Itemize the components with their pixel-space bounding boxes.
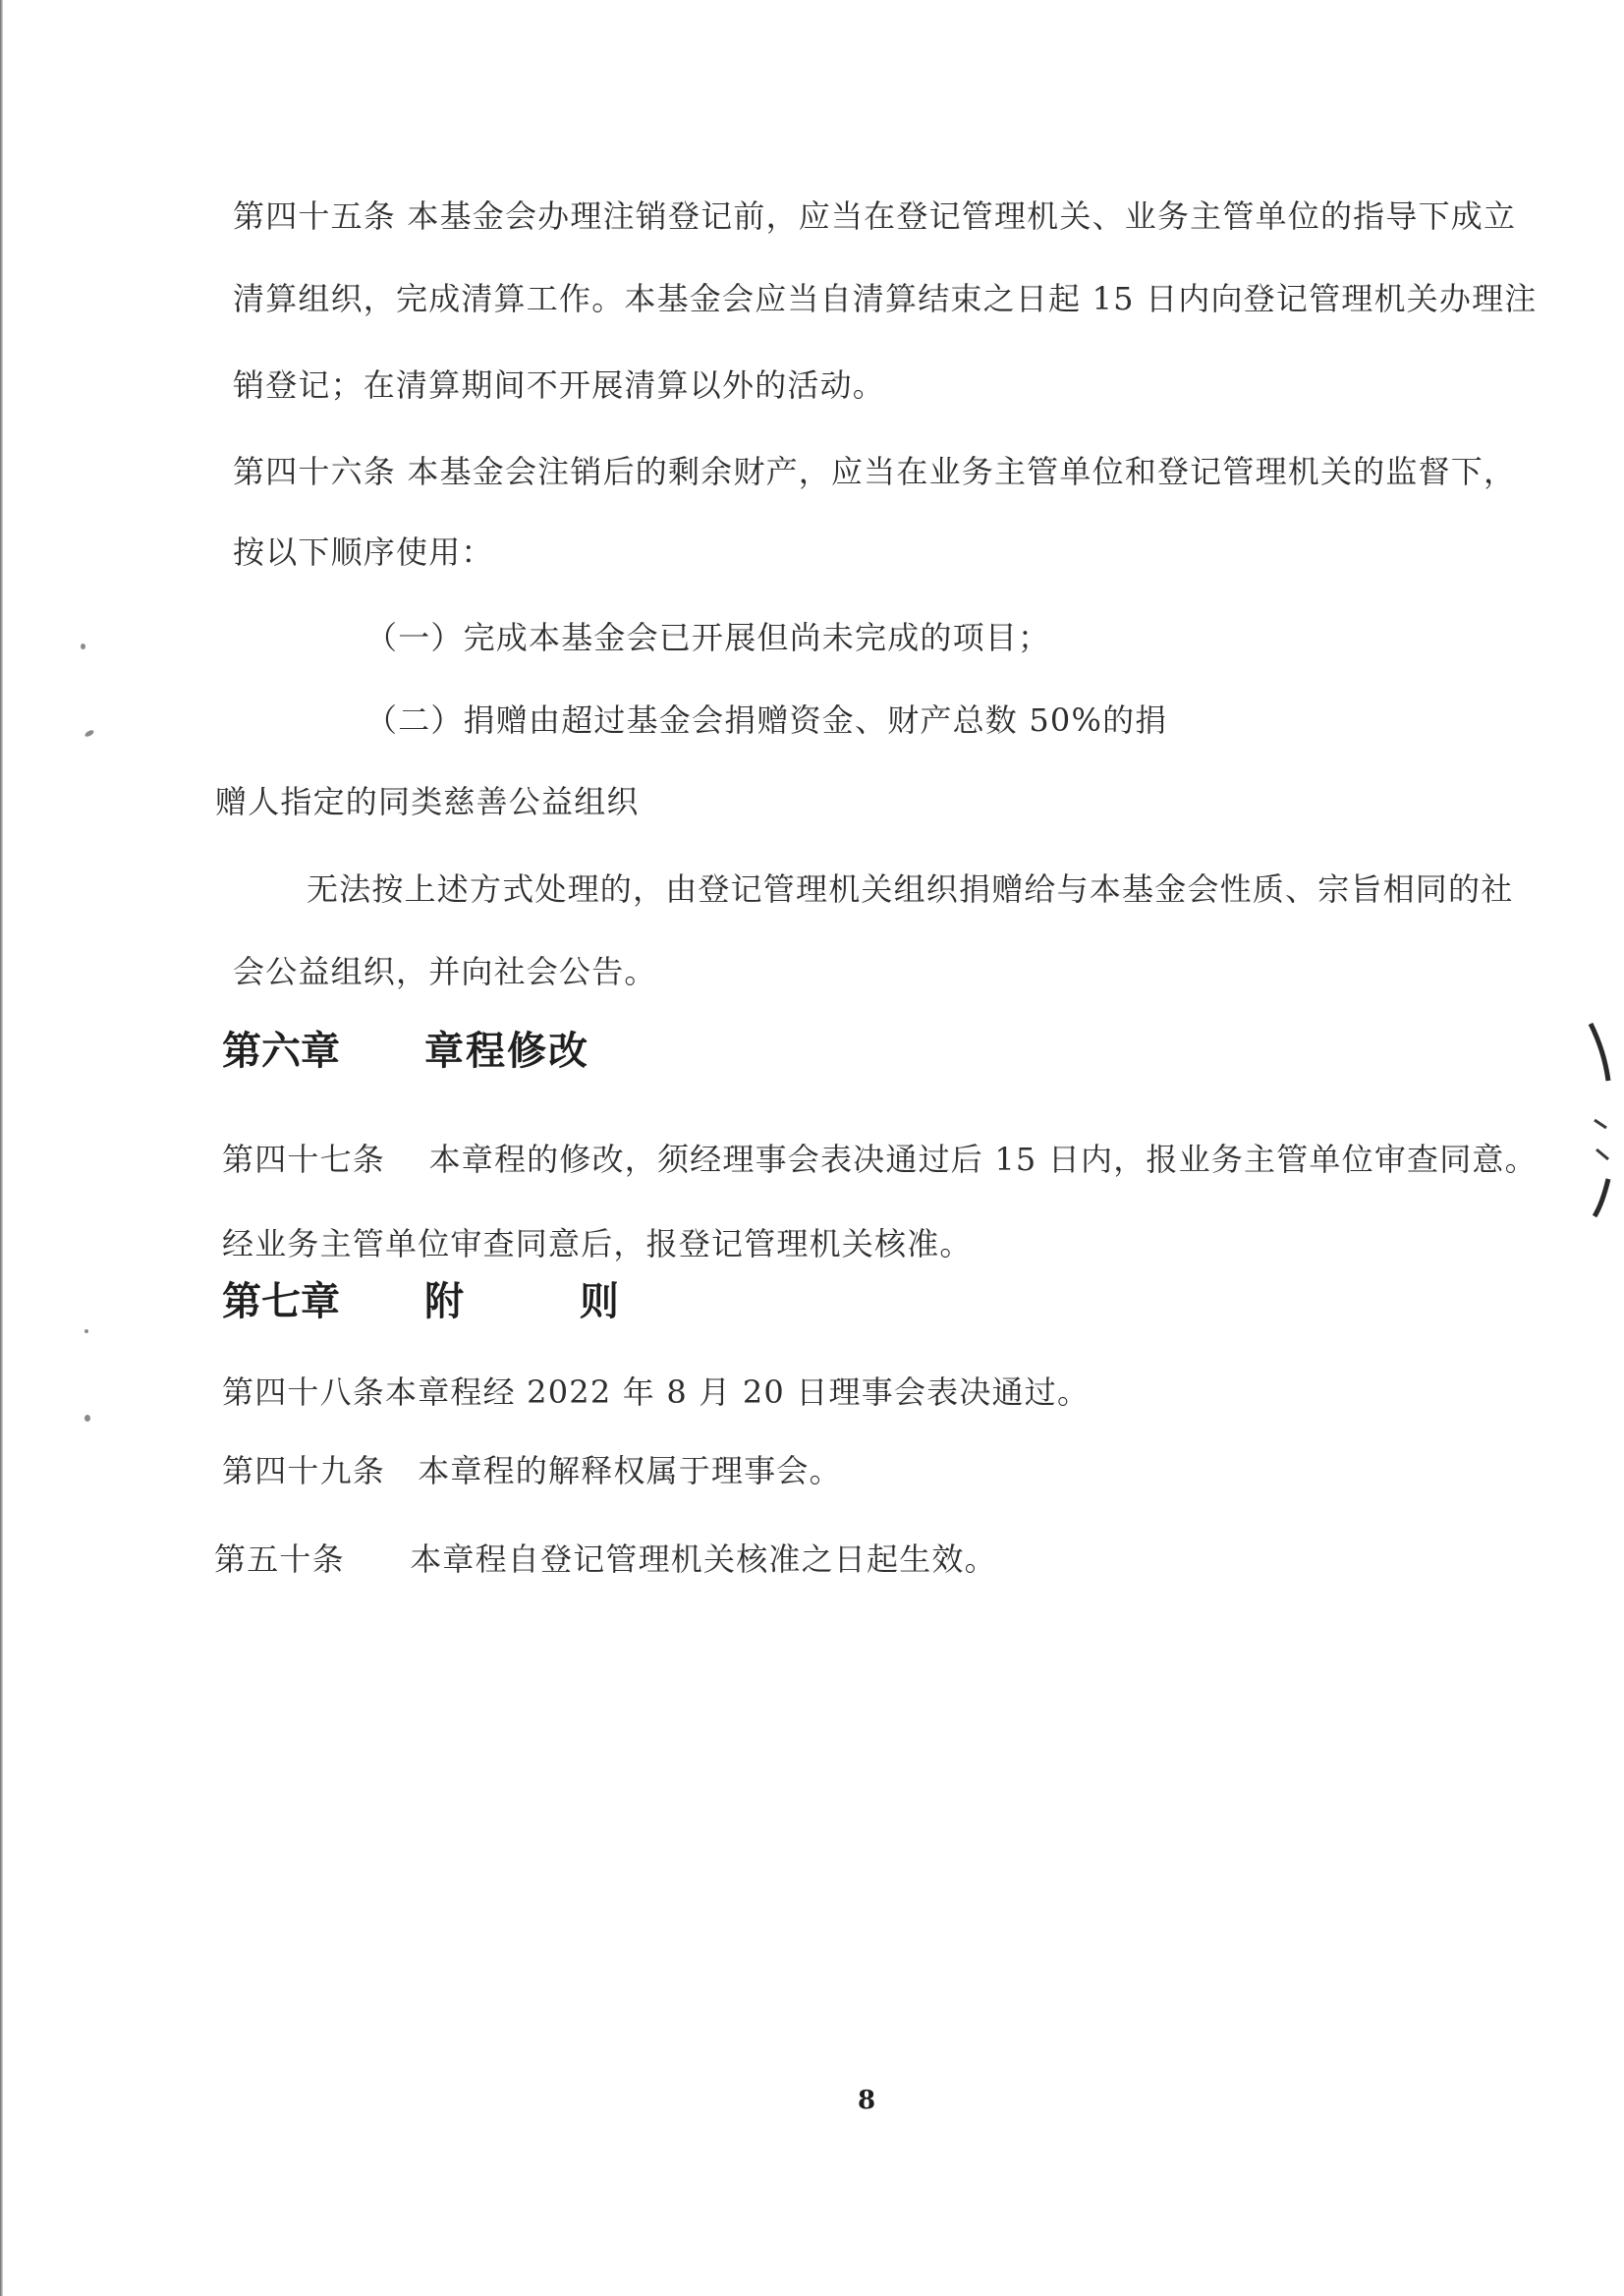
article-46-line-1: 第四十六条 本基金会注销后的剩余财产，应当在业务主管单位和登记管理机关的监督下，	[233, 453, 1517, 490]
article-48: 第四十八条本章程经 2022 年 8 月 20 日理事会表决通过。	[222, 1373, 1091, 1411]
article-46-line-2: 按以下顺序使用：	[233, 533, 494, 571]
article-47-line-2: 经业务主管单位审查同意后，报登记管理机关核准。	[222, 1225, 973, 1262]
article-45-line-2: 清算组织，完成清算工作。本基金会应当自清算结束之日起 15 日内向登记管理机关办理注	[233, 280, 1538, 317]
list-item-2-line-1: （二）捐赠由超过基金会捐赠资金、财产总数 50%的捐	[365, 701, 1168, 739]
list-item-2-line-2: 赠人指定的同类慈善公益组织	[215, 783, 640, 820]
article-49: 第四十九条 本章程的解释权属于理事会。	[222, 1452, 842, 1489]
list-item-1: （一）完成本基金会已开展但尚未完成的项目；	[365, 619, 1051, 656]
article-47-line-1: 第四十七条 本章程的修改，须经理事会表决通过后 15 日内，报业务主管单位审查同意。	[222, 1141, 1538, 1178]
scan-speck	[84, 1415, 90, 1422]
fallback-line-1: 无法按上述方式处理的，由登记管理机关组织捐赠给与本基金会性质、宗旨相同的社	[307, 870, 1514, 908]
chapter-6-title: 章程修改	[424, 1029, 589, 1074]
article-45-line-1: 第四十五条 本基金会办理注销登记前，应当在登记管理机关、业务主管单位的指导下成立	[233, 197, 1517, 235]
scan-speck	[81, 644, 85, 649]
chapter-7-number: 第七章	[222, 1279, 340, 1324]
article-50: 第五十条 本章程自登记管理机关核准之日起生效。	[214, 1540, 997, 1578]
scan-speck	[84, 729, 94, 738]
scan-edge	[0, 0, 3, 2296]
article-45-line-3: 销登记；在清算期间不开展清算以外的活动。	[233, 366, 886, 404]
chapter-6-number: 第六章	[222, 1029, 340, 1074]
fallback-line-2: 会公益组织，并向社会公告。	[233, 953, 657, 990]
chapter-7-title: 附 则	[424, 1279, 670, 1324]
scan-speck	[84, 1329, 88, 1333]
page-number: 8	[857, 2086, 876, 2115]
binding-hole-marks	[1585, 1022, 1614, 1218]
